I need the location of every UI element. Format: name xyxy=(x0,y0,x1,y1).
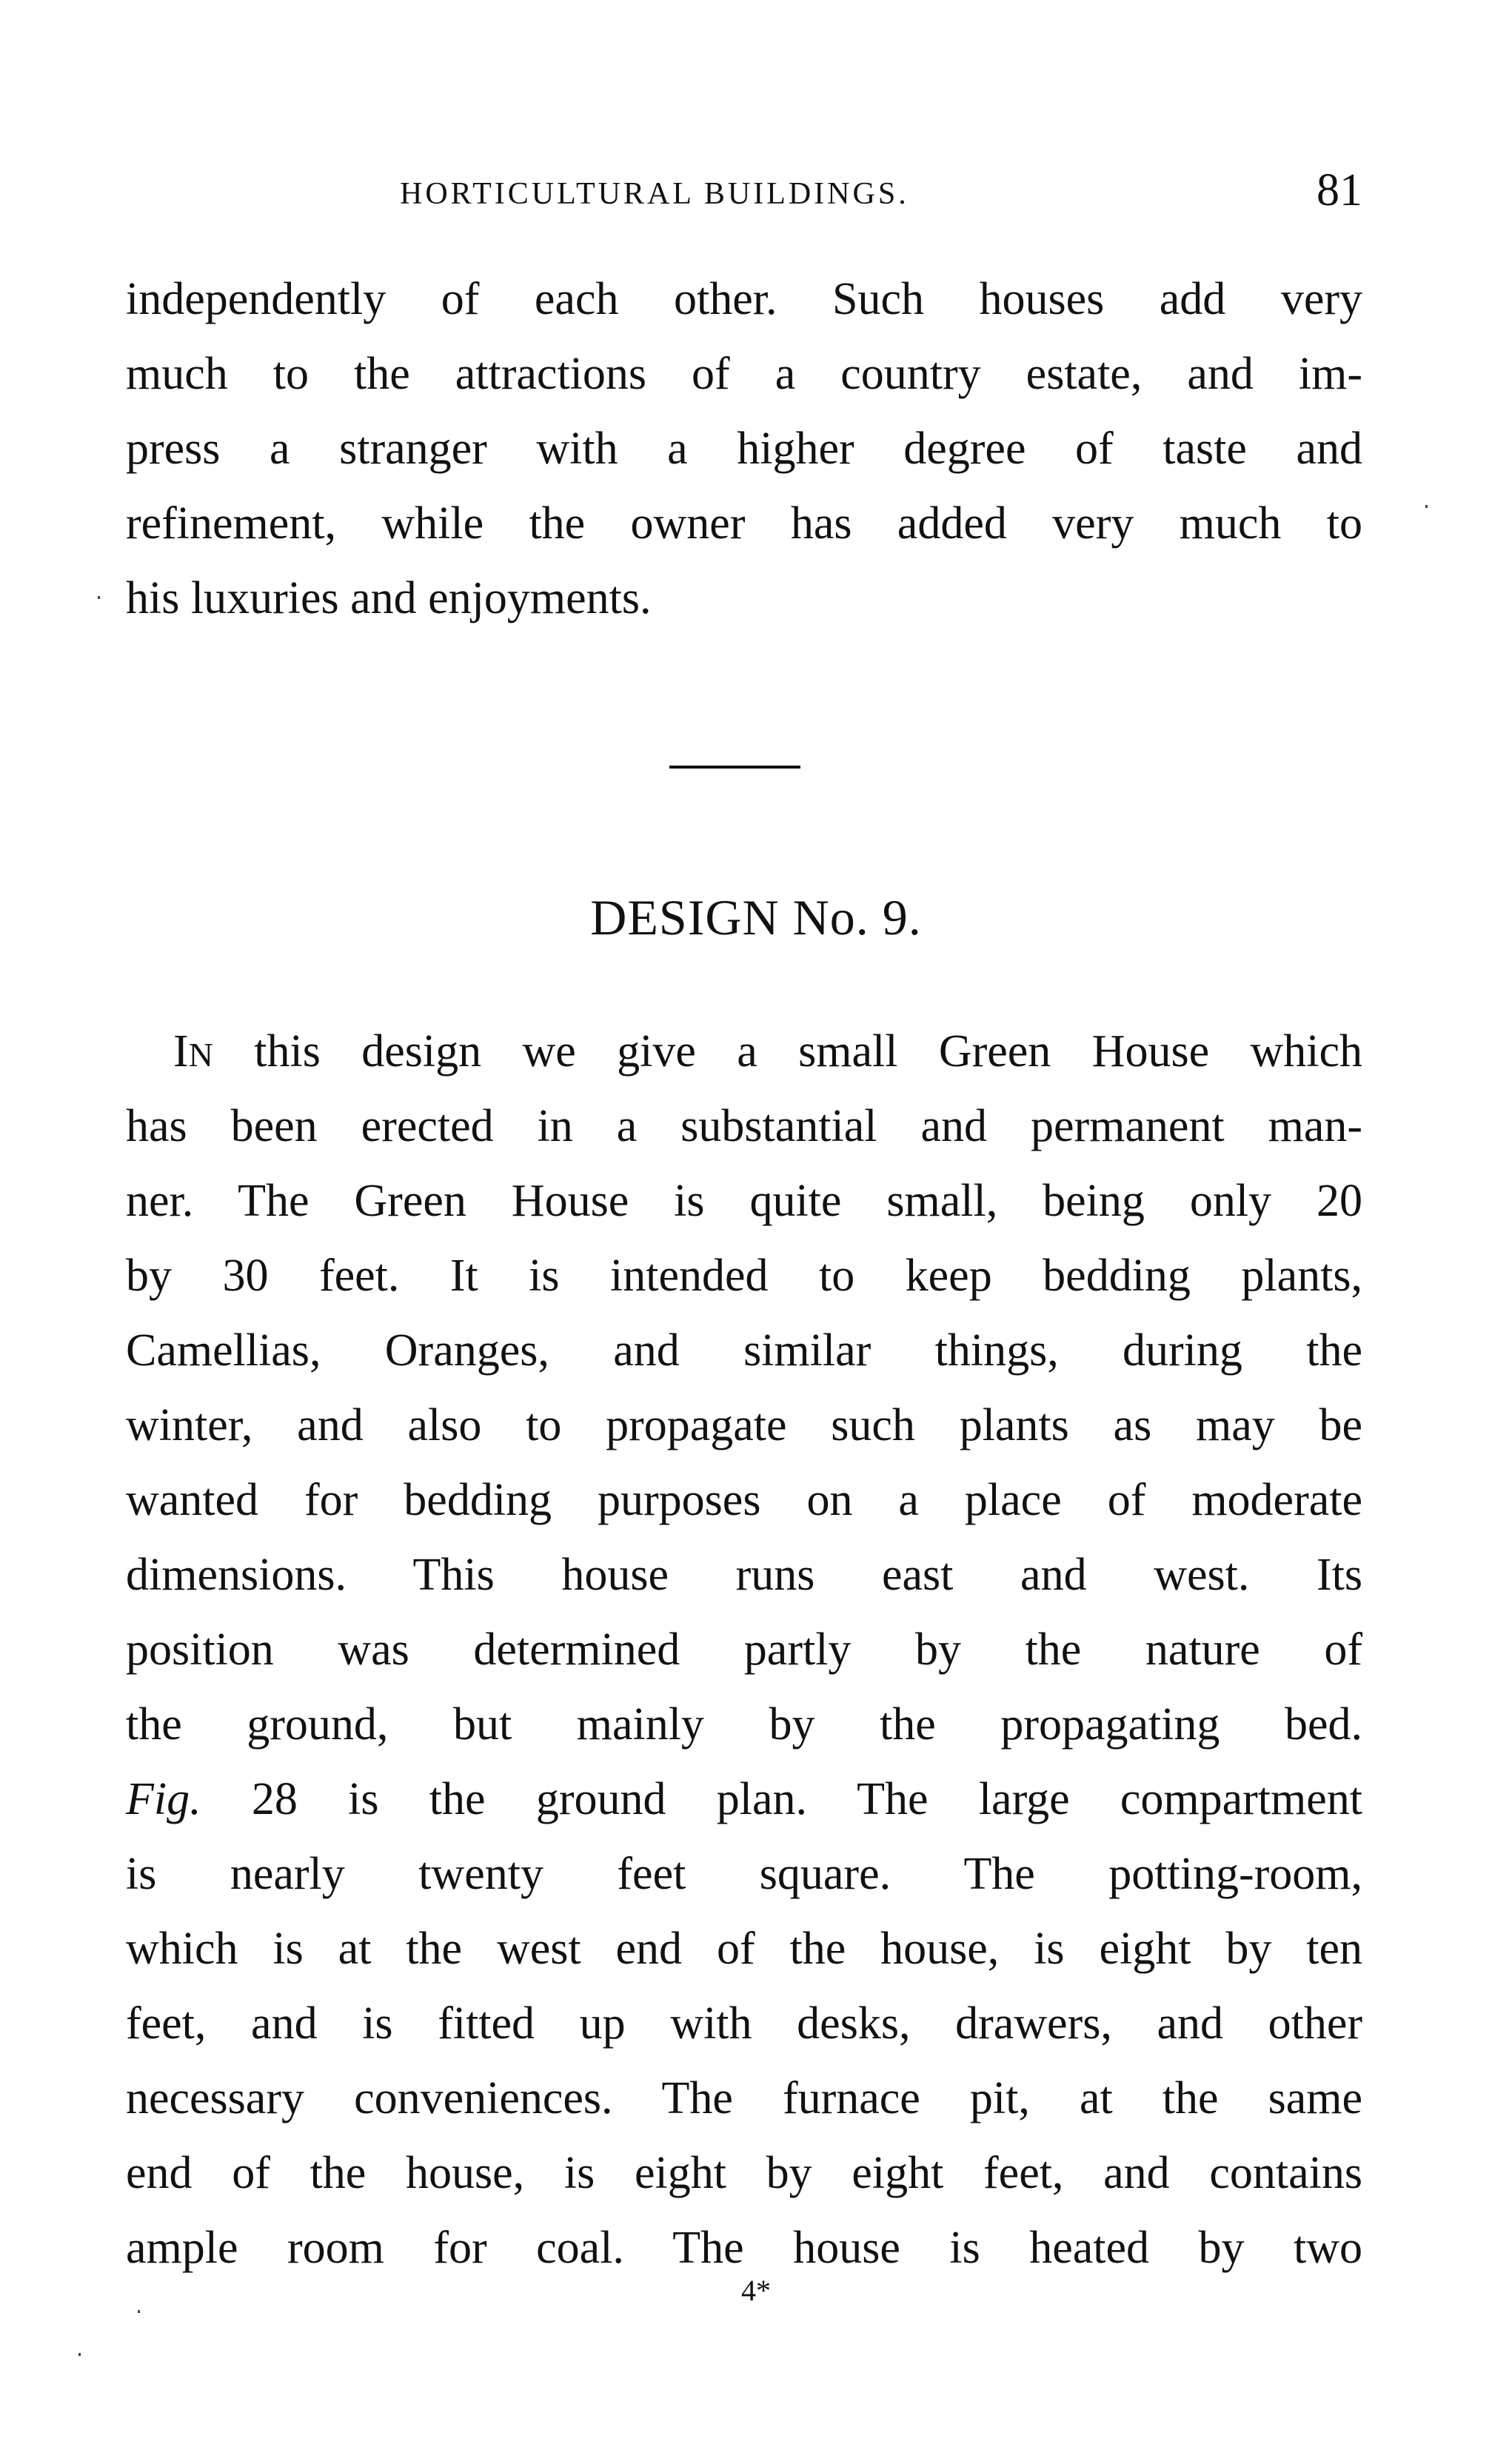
paragraph-continuation xyxy=(126,262,1362,636)
text-line: the ground, but mainly by the propagating bed. xyxy=(126,1699,1362,1750)
text-line: has been erected in a substantial and permanent man- xyxy=(126,1101,1362,1151)
scan-speck xyxy=(138,2310,140,2313)
signature-mark: 4* xyxy=(741,2274,771,2307)
text-line: which is at the west end of the house, is eight by ten xyxy=(126,1924,1362,1974)
section-divider xyxy=(669,766,800,769)
running-head xyxy=(400,165,1362,216)
text-line: ner. The Green House is quite small, being only 20 xyxy=(126,1176,1362,1226)
scan-speck xyxy=(1425,505,1428,508)
text-line: independently of each other. Such houses add very xyxy=(126,274,1362,324)
page-number: 81 xyxy=(1317,165,1362,215)
text-line xyxy=(126,1014,1362,1089)
lead-cap: I xyxy=(173,1026,189,1077)
text-line: position was determined partly by the nature of xyxy=(126,1624,1362,1675)
running-title: HORTICULTURAL BUILDINGS. xyxy=(400,177,909,211)
text-line: Camellias, Oranges, and similar things, during the xyxy=(126,1325,1362,1376)
text-line: wanted for bedding purposes on a place of moderate xyxy=(126,1475,1362,1525)
text-line: necessary conveniences. The furnace pit, at the same xyxy=(126,2073,1362,2123)
text-line: dimensions. This house runs east and west. Its xyxy=(126,1550,1362,1600)
lead-smallcap: N xyxy=(188,1036,213,1074)
text-line: feet, and is fitted up with desks, drawers, and other xyxy=(126,1998,1362,2049)
line-rest: 28 is the ground plan. The large compartment xyxy=(201,1774,1362,1824)
text-line: much to the attractions of a country estate, and im- xyxy=(126,349,1362,399)
text-line: press a stranger with a higher degree of taste and xyxy=(126,424,1362,474)
text-line: end of the house, is eight by eight feet, and contains xyxy=(126,2148,1362,2198)
text-line xyxy=(126,1762,1362,1837)
line-rest: this design we give a small Green House which xyxy=(213,1026,1362,1077)
text-line: his luxuries and enjoyments. xyxy=(126,573,652,623)
text-line: by 30 feet. It is intended to keep bedding plants, xyxy=(126,1251,1362,1301)
text-line: winter, and also to propagate such plants as may be xyxy=(126,1400,1362,1450)
scan-speck xyxy=(98,596,100,599)
paragraph-design-9 xyxy=(126,1014,1362,2286)
text-line: refinement, while the owner has added very much to xyxy=(126,498,1362,549)
figure-reference: Fig. xyxy=(126,1774,201,1824)
scan-speck xyxy=(78,2353,81,2356)
text-line: ample room for coal. The house is heated by two xyxy=(126,2223,1362,2273)
text-line: is nearly twenty feet square. The potting-room, xyxy=(126,1849,1362,1899)
section-heading: DESIGN No. 9. xyxy=(590,889,922,945)
